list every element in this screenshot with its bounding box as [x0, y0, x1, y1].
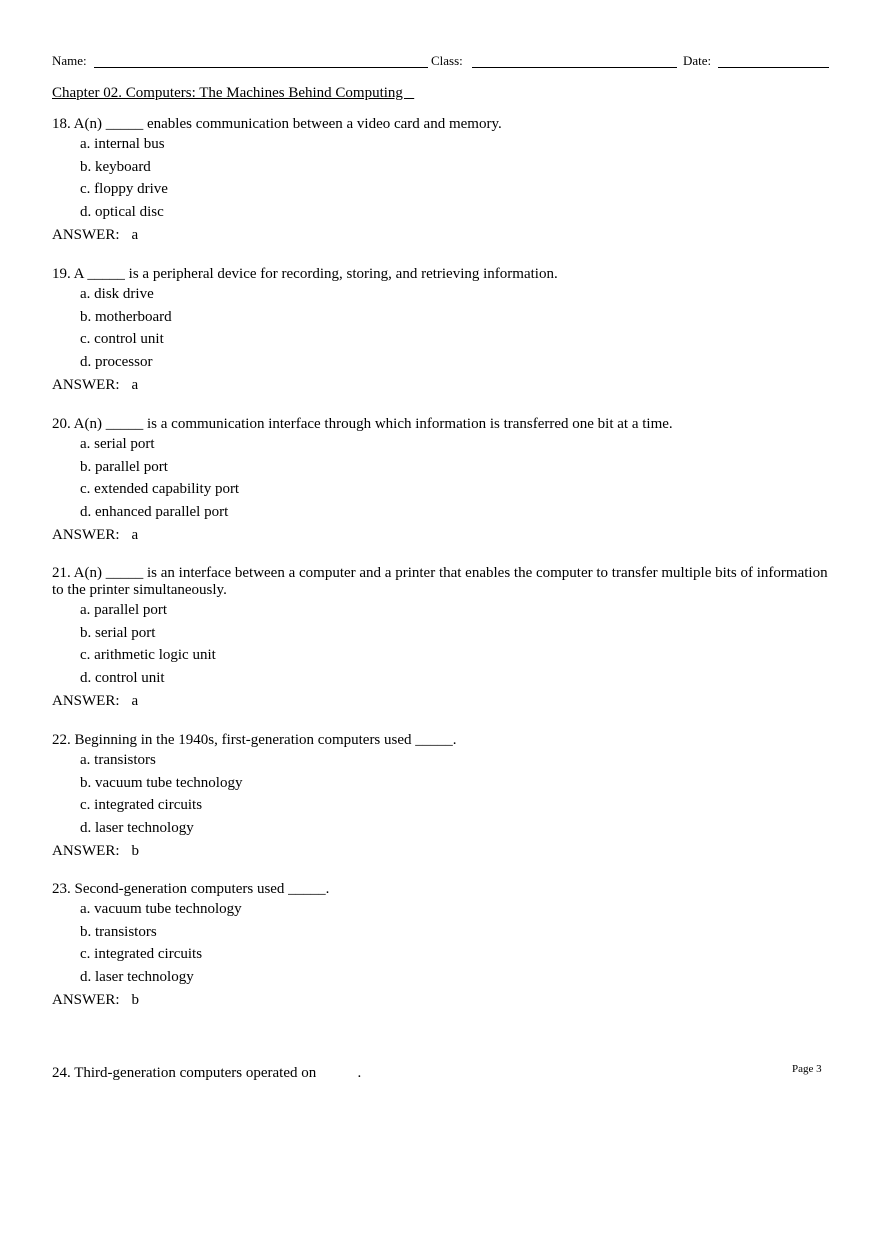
- option: b. motherboard: [80, 308, 172, 325]
- option: d. optical disc: [80, 203, 164, 220]
- answer-value: a: [131, 377, 139, 393]
- option: d. laser technology: [80, 968, 194, 985]
- option: a. vacuum tube technology: [80, 901, 242, 917]
- options-list: [80, 436, 828, 526]
- question-23: [52, 881, 828, 1009]
- question-stem: 20. A(n) _____ is a communication interface through which information is transferred one bit at a time.: [52, 416, 673, 432]
- answer-label: ANSWER:: [52, 843, 120, 859]
- options-list: [80, 136, 828, 226]
- answer-value: b: [131, 992, 139, 1008]
- option: c. integrated circuits: [80, 797, 203, 813]
- answer-line: [52, 992, 828, 1009]
- question-18: [52, 116, 828, 244]
- class-label: Class:: [431, 53, 463, 68]
- option: a. internal bus: [80, 136, 165, 152]
- option: b. transistors: [80, 923, 157, 940]
- option: c. integrated circuits: [80, 946, 203, 962]
- option: b. vacuum tube technology: [80, 774, 243, 791]
- answer-line: [52, 843, 828, 860]
- answer-value: b: [131, 843, 139, 859]
- answer-label: ANSWER:: [52, 527, 120, 543]
- option: b. keyboard: [80, 158, 151, 175]
- answer-line: [52, 227, 828, 244]
- date-blank: [718, 67, 829, 68]
- question-22: [52, 732, 828, 860]
- answer-line: [52, 527, 828, 544]
- class-blank: [472, 67, 677, 68]
- option: a. transistors: [80, 752, 156, 768]
- page-number: Page 3: [792, 1063, 822, 1075]
- name-label: Name:: [52, 53, 87, 68]
- question-stem: 18. A(n) _____ enables communication between a video card and memory.: [52, 116, 502, 132]
- answer-value: a: [131, 227, 139, 243]
- name-blank: [94, 67, 428, 68]
- option: c. arithmetic logic unit: [80, 647, 216, 663]
- option: d. control unit: [80, 669, 165, 686]
- options-list: [80, 286, 828, 376]
- question-stem: 23. Second-generation computers used _____.: [52, 881, 330, 897]
- question-stem: 24. Third-generation computers operated on .: [52, 1065, 362, 1081]
- option: a. disk drive: [80, 286, 154, 302]
- options-list: [80, 602, 828, 692]
- date-label: Date:: [683, 53, 712, 68]
- option: d. laser technology: [80, 819, 194, 836]
- option: b. serial port: [80, 624, 156, 641]
- option: b. parallel port: [80, 458, 168, 475]
- answer-value: a: [131, 527, 139, 543]
- option: c. control unit: [80, 331, 164, 347]
- question-24: [52, 1031, 828, 1116]
- answer-value: a: [131, 693, 139, 709]
- option: a. serial port: [80, 436, 155, 452]
- answer-line: [52, 693, 828, 710]
- question-20: [52, 416, 828, 544]
- answer-label: ANSWER:: [52, 377, 120, 393]
- answer-line: [52, 377, 828, 394]
- answer-label: ANSWER:: [52, 227, 120, 243]
- answer-label: ANSWER:: [52, 693, 120, 709]
- options-list: [80, 752, 828, 842]
- option: c. floppy drive: [80, 181, 168, 197]
- option: a. parallel port: [80, 602, 168, 618]
- header-line: [52, 53, 829, 71]
- options-list: [80, 901, 828, 991]
- answer-label: ANSWER:: [52, 992, 120, 1008]
- option: c. extended capability port: [80, 481, 240, 497]
- question-stem: 19. A _____ is a peripheral device for recording, storing, and retrieving information.: [52, 266, 558, 282]
- chapter-title: Chapter 02. Computers: The Machines Behind Computing: [52, 85, 415, 101]
- question-stem: 21. A(n) _____ is an interface between a computer and a printer that enables the computer to transfer multiple bits of information to the printer simultaneously.: [52, 565, 828, 598]
- question-21: [52, 565, 828, 710]
- option: d. enhanced parallel port: [80, 503, 229, 520]
- option: d. processor: [80, 353, 153, 370]
- question-19: [52, 266, 828, 394]
- question-stem: 22. Beginning in the 1940s, first-generation computers used _____.: [52, 732, 457, 748]
